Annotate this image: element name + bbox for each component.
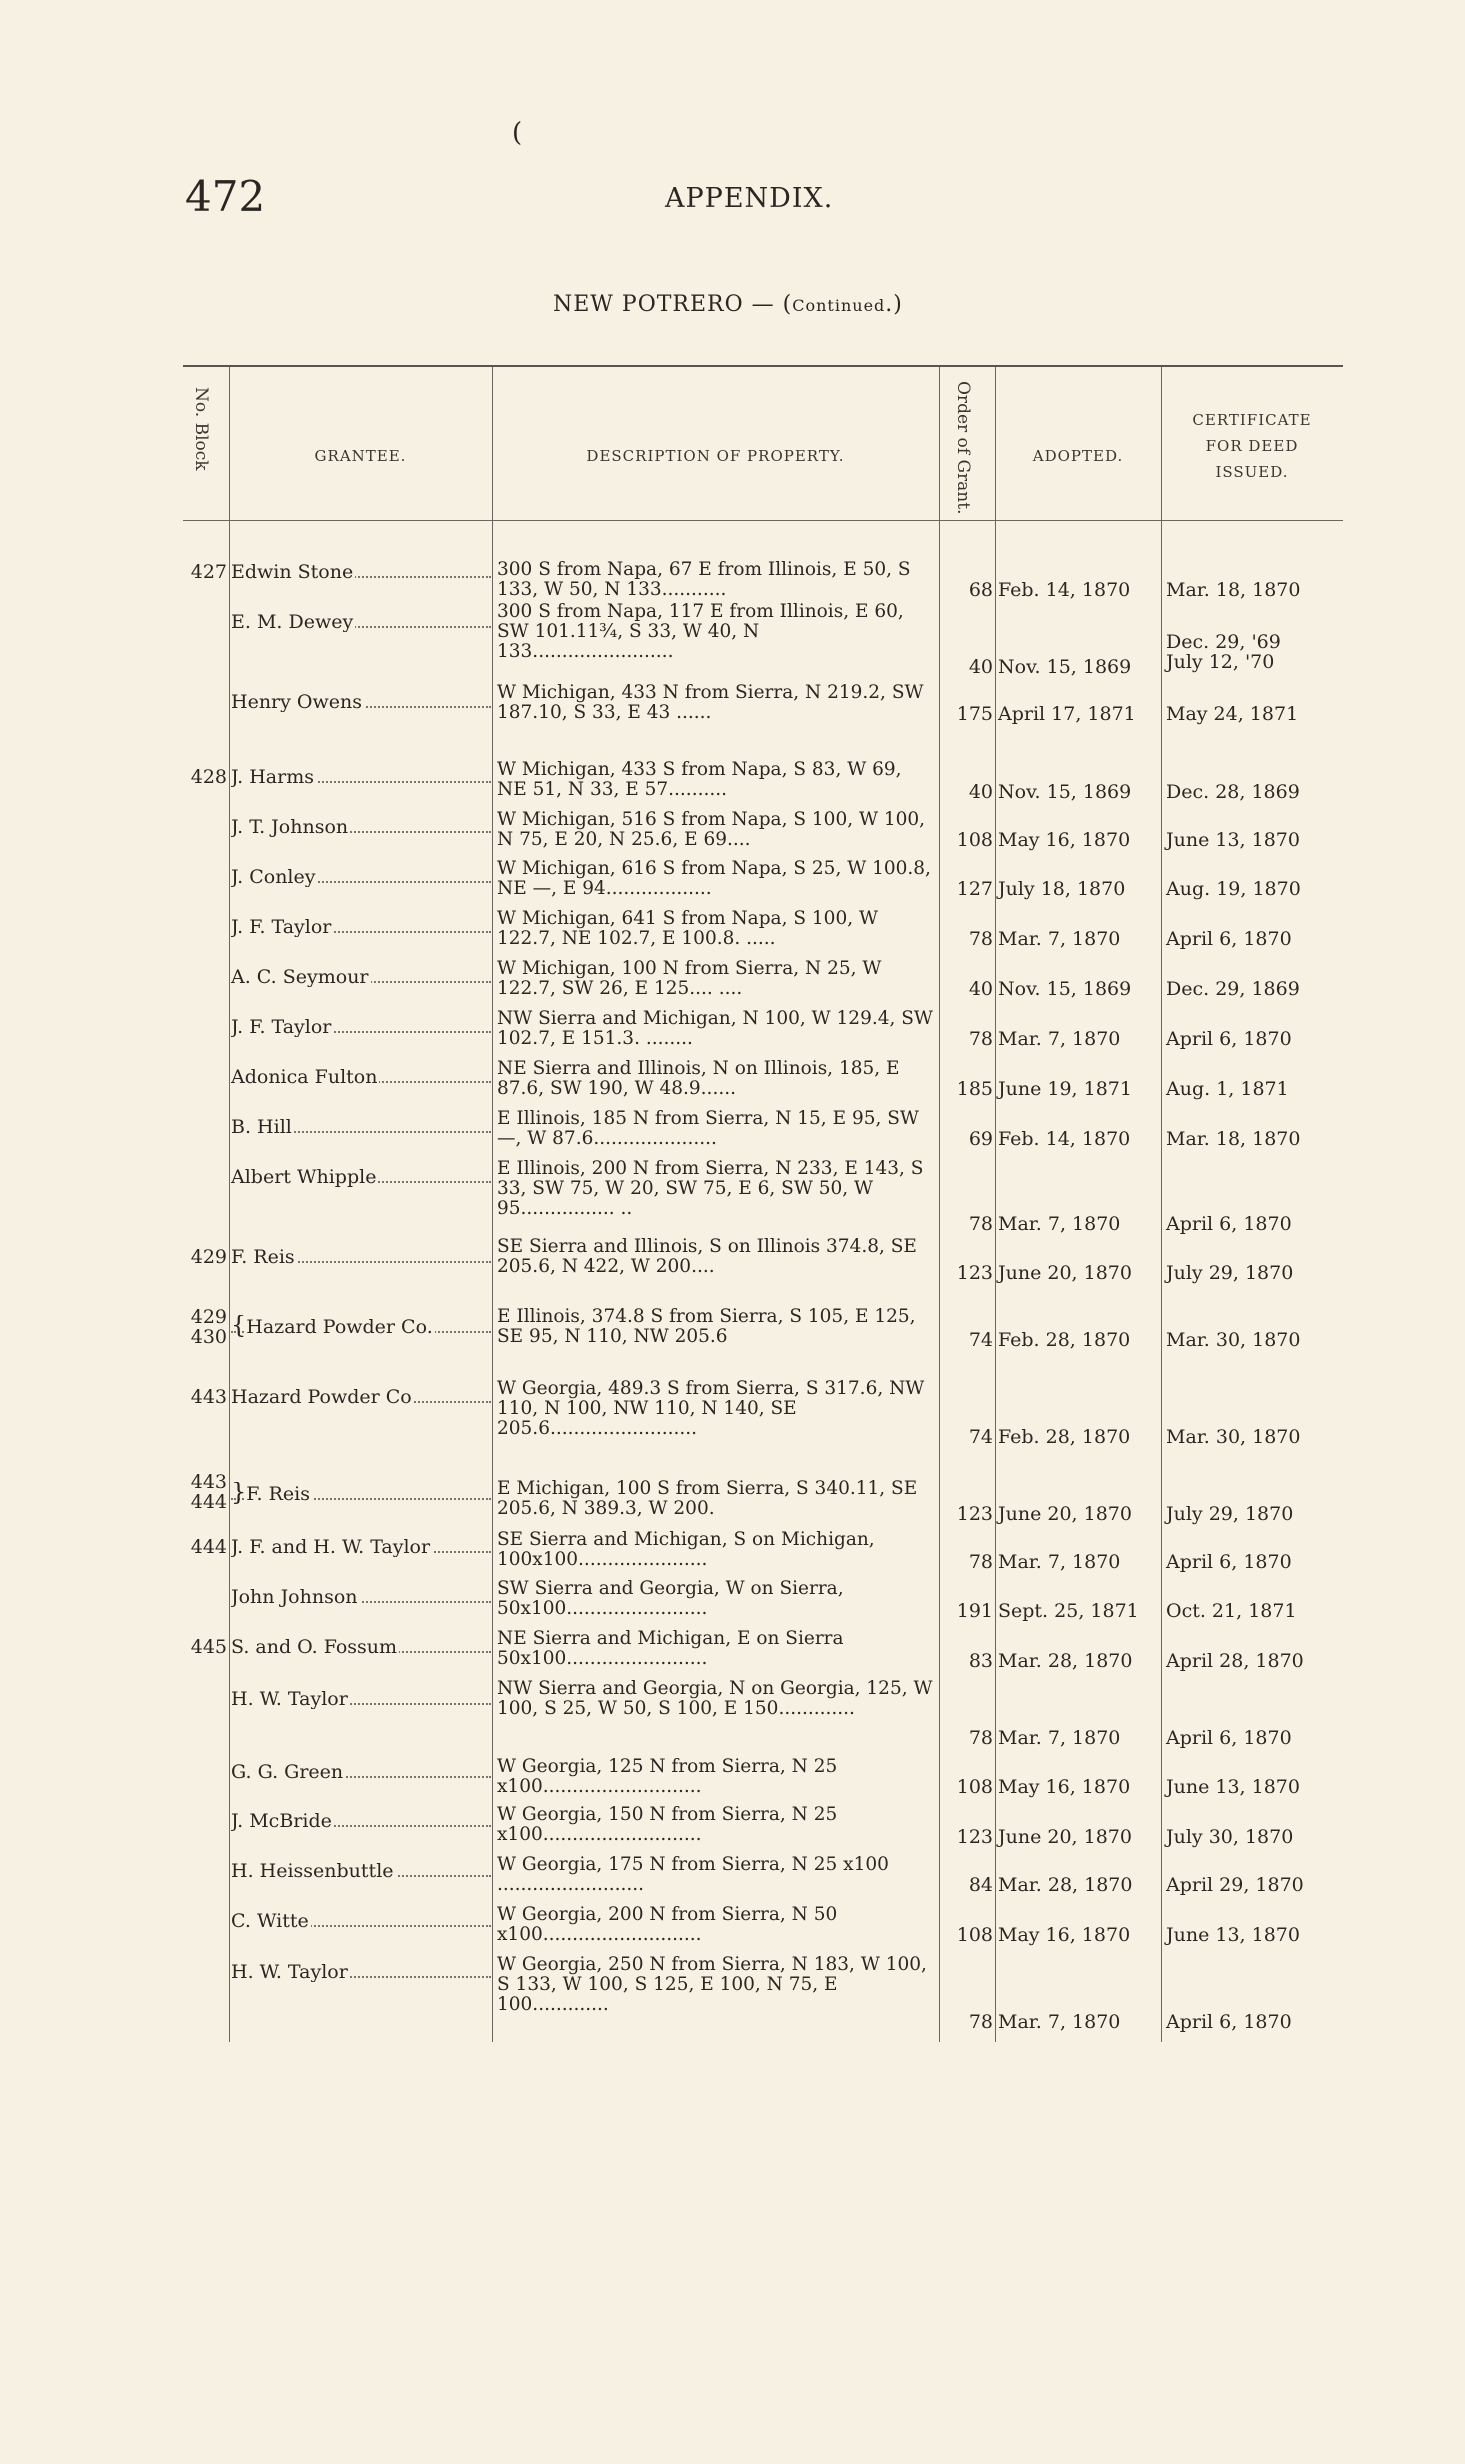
order-of-grant: 123: [956, 1262, 993, 1284]
block-number: [183, 1472, 227, 1512]
certificate-date: May 24, 1871: [1166, 703, 1299, 725]
property-description: W Georgia, 250 N from Sierra, N 183, W 100, S 133, W 100, S 125, E 100, N 75, E 100.............: [497, 1954, 927, 2015]
grantee-name: [231, 1587, 491, 1607]
property-description: W Michigan, 433 N from Sierra, N 219.2, SW 187.10, S 33, E 43 ......: [497, 682, 924, 723]
order-of-grant: 40: [968, 781, 993, 803]
adopted-date: Sept. 25, 1871: [998, 1600, 1139, 1622]
order-of-grant: 69: [968, 1128, 993, 1150]
grantee-text: C. Witte: [231, 1911, 309, 1931]
certificate-date: July 30, 1870: [1166, 1826, 1294, 1848]
certificate-date: Mar. 30, 1870: [1166, 1329, 1301, 1351]
property-description: 300 S from Napa, 117 E from Illinois, E 60, SW 101.11¾, S 33, W 40, N 133........................: [497, 601, 904, 662]
adopted-date: Feb. 14, 1870: [998, 579, 1131, 601]
grantee-name: [231, 1017, 491, 1037]
property-description: NW Sierra and Michigan, N 100, W 129.4, SW 102.7, E 151.3. ........: [497, 1008, 933, 1049]
grantee-text: G. G. Green: [231, 1762, 344, 1782]
grantee-name: [231, 1637, 491, 1657]
grantee-text: Adonica Fulton: [231, 1067, 378, 1087]
property-description: W Michigan, 100 N from Sierra, N 25, W 122.7, SW 26, E 125.... ....: [497, 958, 882, 999]
brace-icon: {: [231, 1315, 247, 1337]
certificate-date: April 28, 1870: [1166, 1650, 1304, 1672]
adopted-date: June 20, 1870: [998, 1262, 1132, 1284]
property-description: E Illinois, 374.8 S from Sierra, S 105, E 125, SE 95, N 110, NW 205.6: [497, 1306, 916, 1347]
grantee-text: S. and O. Fossum: [231, 1637, 398, 1657]
order-of-grant: 74: [968, 1329, 993, 1351]
col-rule: [1161, 367, 1162, 2042]
header-order: Order of Grant.: [953, 381, 973, 515]
table-title-continued: Continued: [792, 296, 886, 315]
block-number: 444: [190, 1536, 227, 1558]
certificate-date: April 6, 1870: [1166, 2011, 1292, 2033]
block-number: 427: [190, 561, 227, 583]
certificate-date: April 6, 1870: [1166, 1028, 1292, 1050]
certificate-date: Dec. 28, 1869: [1166, 781, 1300, 803]
certificate-date: April 6, 1870: [1166, 1213, 1292, 1235]
col-rule: [229, 367, 230, 2042]
grantee-text: E. M. Dewey: [231, 612, 354, 632]
grantee-name: [231, 1482, 491, 1504]
certificate-date: Mar. 18, 1870: [1166, 1128, 1301, 1150]
property-description: SW Sierra and Georgia, W on Sierra, 50x100........................: [497, 1578, 844, 1619]
property-description: W Michigan, 516 S from Napa, S 100, W 100, N 75, E 20, N 25.6, E 69....: [497, 809, 926, 850]
property-description: W Georgia, 125 N from Sierra, N 25 x100...........................: [497, 1756, 838, 1797]
property-description: NE Sierra and Illinois, N on Illinois, 185, E 87.6, SW 190, W 48.9......: [497, 1058, 900, 1099]
adopted-date: April 17, 1871: [998, 703, 1136, 725]
certificate-date: April 29, 1870: [1166, 1874, 1304, 1896]
adopted-date: May 16, 1870: [998, 829, 1131, 851]
grantee-text: Henry Owens: [231, 692, 362, 712]
certificate-date: Aug. 1, 1871: [1166, 1078, 1289, 1100]
grantee-name: [231, 1962, 491, 1982]
block-number: 443: [190, 1386, 227, 1408]
certificate-date: Mar. 30, 1870: [1166, 1426, 1301, 1448]
order-of-grant: 123: [956, 1503, 993, 1525]
grantee-name: [231, 1911, 491, 1931]
block-number: 429: [190, 1246, 227, 1268]
grantee-text: F. Reis: [231, 1247, 295, 1267]
order-of-grant: 84: [968, 1874, 993, 1896]
order-of-grant: 191: [956, 1600, 993, 1622]
grantee-name: [231, 1117, 491, 1137]
adopted-date: Nov. 15, 1869: [998, 656, 1132, 678]
adopted-date: Mar. 7, 1870: [998, 1028, 1121, 1050]
adopted-date: Mar. 7, 1870: [998, 1727, 1121, 1749]
header-cert-line2: FOR DEED: [1205, 437, 1299, 455]
brace-icon: }: [231, 1482, 247, 1504]
property-description: W Georgia, 200 N from Sierra, N 50 x100...........................: [497, 1904, 838, 1945]
property-description: E Illinois, 185 N from Sierra, N 15, E 95, SW —, W 87.6.....................: [497, 1108, 919, 1149]
grantee-text: J. T. Johnson: [231, 817, 349, 837]
order-of-grant: 40: [968, 978, 993, 1000]
adopted-date: Mar. 7, 1870: [998, 1213, 1121, 1235]
certificate-date: July 29, 1870: [1166, 1503, 1294, 1525]
grantee-name: [231, 1315, 491, 1337]
col-rule: [492, 367, 493, 2042]
certificate-date: April 6, 1870: [1166, 1551, 1292, 1573]
property-description: W Georgia, 175 N from Sierra, N 25 x100 .........................: [497, 1854, 889, 1895]
adopted-date: Feb. 28, 1870: [998, 1329, 1131, 1351]
grant-table: [183, 365, 1343, 2042]
property-description: NE Sierra and Michigan, E on Sierra 50x100........................: [497, 1628, 844, 1669]
table-title: [553, 292, 903, 317]
adopted-date: Mar. 7, 1870: [998, 1551, 1121, 1573]
property-description: SE Sierra and Michigan, S on Michigan, 100x100......................: [497, 1529, 875, 1570]
grantee-name: [231, 562, 491, 582]
certificate-date: July 29, 1870: [1166, 1262, 1294, 1284]
grantee-text: J. F. Taylor: [231, 1017, 332, 1037]
grantee-text: J. F. Taylor: [231, 917, 332, 937]
grantee-text: H. Heissenbuttle: [231, 1861, 394, 1881]
adopted-date: June 20, 1870: [998, 1503, 1132, 1525]
block-number-1: 443: [190, 1471, 227, 1493]
order-of-grant: 127: [956, 878, 993, 900]
adopted-date: Mar. 7, 1870: [998, 928, 1121, 950]
order-of-grant: 83: [968, 1650, 993, 1672]
order-of-grant: 78: [968, 2011, 993, 2033]
grantee-text: John Johnson: [231, 1587, 358, 1607]
property-description: W Georgia, 489.3 S from Sierra, S 317.6, NW 110, N 100, NW 110, N 140, SE 205.6.........................: [497, 1378, 925, 1439]
order-of-grant: 175: [956, 703, 993, 725]
header-cert-line1: CERTIFICATE: [1192, 411, 1312, 429]
grantee-text: F. Reis: [246, 1483, 310, 1504]
grantee-text: J. Harms: [231, 767, 314, 787]
certificate-date-2: July 12, '70: [1166, 651, 1275, 673]
grantee-name: [231, 1247, 491, 1267]
property-description: NW Sierra and Georgia, N on Georgia, 125, W 100, S 25, W 50, S 100, E 150.............: [497, 1678, 933, 1719]
adopted-date: June 19, 1871: [998, 1078, 1132, 1100]
grantee-name: [231, 1762, 491, 1782]
grantee-text: J. McBride: [231, 1811, 332, 1831]
grantee-text: J. Conley: [231, 867, 316, 887]
order-of-grant: 74: [968, 1426, 993, 1448]
order-of-grant: 78: [968, 1213, 993, 1235]
grantee-text: Hazard Powder Co.: [246, 1316, 433, 1337]
grantee-name: [231, 967, 491, 987]
grantee-name: [231, 1861, 491, 1881]
grantee-name: [231, 692, 491, 712]
certificate-date: April 6, 1870: [1166, 928, 1292, 950]
block-number-2: 444: [190, 1491, 227, 1513]
header-adopted: ADOPTED.: [1032, 447, 1124, 465]
header-block: No. Block: [191, 387, 211, 471]
order-of-grant: 78: [968, 928, 993, 950]
grantee-text: H. W. Taylor: [231, 1689, 348, 1709]
grantee-text: A. C. Seymour: [231, 967, 369, 987]
grantee-name: [231, 612, 491, 632]
order-of-grant: 108: [956, 1924, 993, 1946]
order-of-grant: 78: [968, 1028, 993, 1050]
header-rule: [183, 520, 1343, 521]
adopted-date: Mar. 28, 1870: [998, 1874, 1133, 1896]
table-title-main: NEW POTRERO — (: [553, 292, 793, 317]
adopted-date: June 20, 1870: [998, 1826, 1132, 1848]
certificate-date: June 13, 1870: [1166, 829, 1300, 851]
certificate-date: [1166, 632, 1346, 672]
running-head: APPENDIX.: [665, 183, 834, 214]
page-mark: (: [512, 118, 523, 148]
grantee-name: [231, 1167, 491, 1187]
adopted-date: Nov. 15, 1869: [998, 781, 1132, 803]
col-rule: [995, 367, 996, 2042]
property-description: W Georgia, 150 N from Sierra, N 25 x100...........................: [497, 1804, 838, 1845]
grantee-text: Albert Whipple: [231, 1167, 377, 1187]
block-number-1: 429: [190, 1306, 227, 1328]
adopted-date: Nov. 15, 1869: [998, 978, 1132, 1000]
block-number: [183, 1307, 227, 1347]
grantee-name: [231, 1387, 491, 1407]
grantee-name: [231, 1537, 491, 1557]
property-description: W Michigan, 641 S from Napa, S 100, W 122.7, NE 102.7, E 100.8. .....: [497, 908, 878, 949]
grantee-text: H. W. Taylor: [231, 1962, 348, 1982]
header-certificate: [1161, 407, 1343, 485]
grantee-text: Edwin Stone: [231, 562, 354, 582]
order-of-grant: 40: [968, 656, 993, 678]
property-description: E Michigan, 100 S from Sierra, S 340.11, SE 205.6, N 389.3, W 200.: [497, 1478, 918, 1519]
property-description: W Michigan, 616 S from Napa, S 25, W 100.8, NE —, E 94..................: [497, 858, 931, 899]
property-description: 300 S from Napa, 67 E from Illinois, E 50, S 133, W 50, N 133...........: [497, 559, 911, 600]
order-of-grant: 68: [968, 579, 993, 601]
certificate-date: Mar. 18, 1870: [1166, 579, 1301, 601]
order-of-grant: 108: [956, 1776, 993, 1798]
certificate-date-1: Dec. 29, '69: [1166, 631, 1281, 653]
property-description: W Michigan, 433 S from Napa, S 83, W 69, NE 51, N 33, E 57..........: [497, 759, 902, 800]
order-of-grant: 185: [956, 1078, 993, 1100]
grantee-name: [231, 1811, 491, 1831]
block-number: 428: [190, 766, 227, 788]
property-description: SE Sierra and Illinois, S on Illinois 374.8, SE 205.6, N 422, W 200....: [497, 1236, 917, 1277]
adopted-date: May 16, 1870: [998, 1924, 1131, 1946]
certificate-date: Oct. 21, 1871: [1166, 1600, 1297, 1622]
table-title-end: .): [885, 292, 903, 317]
certificate-date: Dec. 29, 1869: [1166, 978, 1300, 1000]
order-of-grant: 78: [968, 1551, 993, 1573]
grantee-name: [231, 1689, 491, 1709]
grantee-name: [231, 817, 491, 837]
certificate-date: Aug. 19, 1870: [1166, 878, 1301, 900]
adopted-date: Mar. 28, 1870: [998, 1650, 1133, 1672]
grantee-text: B. Hill: [231, 1117, 292, 1137]
adopted-date: July 18, 1870: [998, 878, 1126, 900]
grantee-text: J. F. and H. W. Taylor: [231, 1537, 431, 1557]
adopted-date: Feb. 14, 1870: [998, 1128, 1131, 1150]
grantee-name: [231, 1067, 491, 1087]
grantee-name: [231, 867, 491, 887]
certificate-date: June 13, 1870: [1166, 1776, 1300, 1798]
adopted-date: Mar. 7, 1870: [998, 2011, 1121, 2033]
certificate-date: April 6, 1870: [1166, 1727, 1292, 1749]
property-description: E Illinois, 200 N from Sierra, N 233, E 143, S 33, SW 75, W 20, SW 75, E 6, SW 50, W 95................ ..: [497, 1158, 924, 1219]
header-cert-line3: ISSUED.: [1215, 463, 1289, 481]
adopted-date: Feb. 28, 1870: [998, 1426, 1131, 1448]
header-grantee: GRANTEE.: [314, 447, 407, 465]
col-rule: [939, 367, 940, 2042]
block-number-2: 430: [190, 1326, 227, 1348]
adopted-date: May 16, 1870: [998, 1776, 1131, 1798]
grantee-name: [231, 767, 491, 787]
order-of-grant: 108: [956, 829, 993, 851]
grantee-text: Hazard Powder Co: [231, 1387, 412, 1407]
order-of-grant: 123: [956, 1826, 993, 1848]
header-description: DESCRIPTION OF PROPERTY.: [586, 447, 845, 465]
block-number: 445: [190, 1636, 227, 1658]
certificate-date: June 13, 1870: [1166, 1924, 1300, 1946]
grantee-name: [231, 917, 491, 937]
page-number: 472: [185, 172, 266, 221]
order-of-grant: 78: [968, 1727, 993, 1749]
